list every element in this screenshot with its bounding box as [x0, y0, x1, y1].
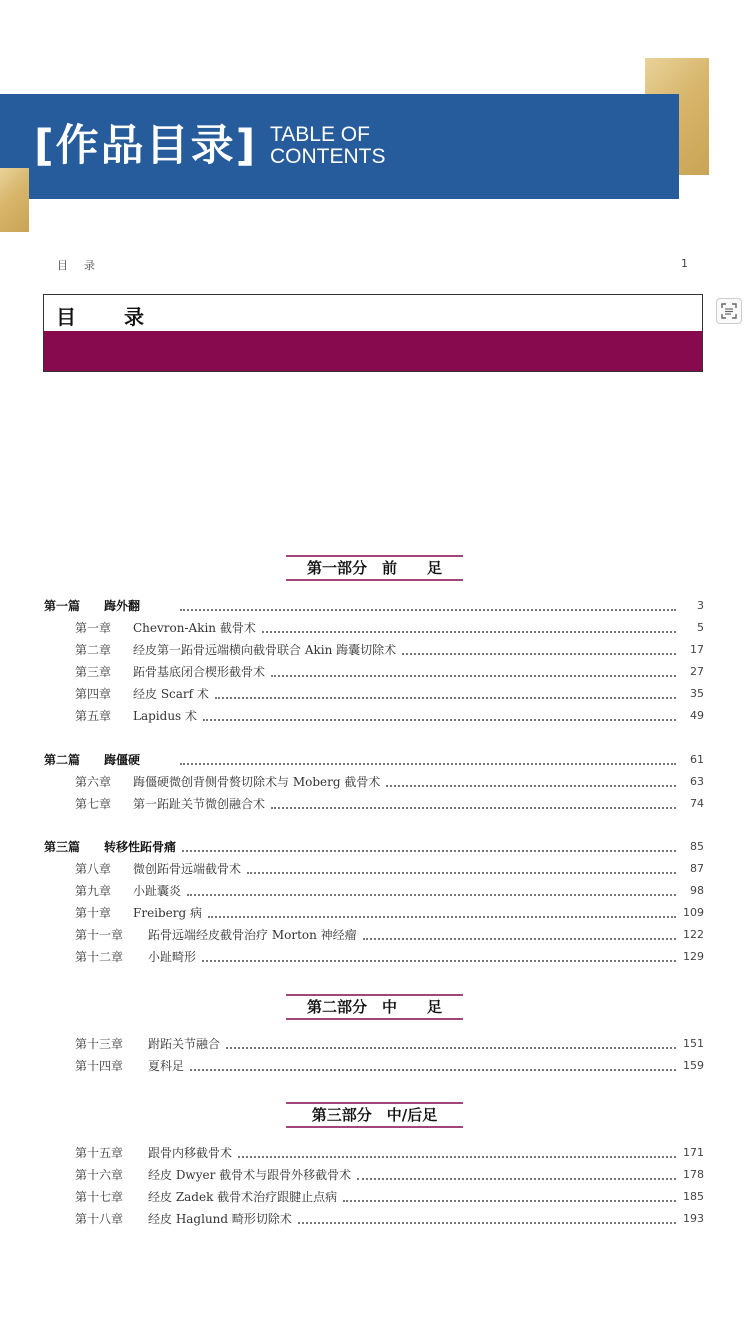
toc-entry-title: 跖骨远端经皮截骨治疗 Morton 神经瘤 — [148, 928, 357, 942]
toc-entry-page: 171 — [683, 1146, 704, 1159]
toc-chapter-entry[interactable] — [0, 794, 704, 814]
toc-chapter-entry[interactable] — [0, 662, 704, 682]
toc-chapter-entry[interactable] — [0, 859, 704, 879]
banner-subtitle — [270, 124, 386, 168]
toc-entry-page: 61 — [690, 753, 704, 766]
toc-entry-number: 第七章 — [75, 797, 112, 811]
toc-chapter-entry[interactable] — [0, 684, 704, 704]
toc-chapter-entry[interactable] — [0, 1143, 704, 1163]
toc-chapter-entry[interactable] — [0, 881, 704, 901]
toc-entry-page: 159 — [683, 1059, 704, 1072]
toc-entry-number: 第二章 — [75, 643, 112, 657]
toc-entry-page: 85 — [690, 840, 704, 853]
toc-entry-title: 经皮第一跖骨远端横向截骨联合 Akin 踇囊切除术 — [133, 643, 397, 657]
toc-entry-title: Freiberg 病 — [133, 906, 203, 920]
toc-entry-page: 178 — [683, 1168, 704, 1181]
toc-entry-number: 第十五章 — [75, 1146, 124, 1160]
toc-leader-dots — [208, 916, 676, 918]
toc-leader-dots — [180, 763, 676, 765]
toc-entry-page: 109 — [683, 906, 704, 919]
toc-entry-title: 踇僵硬 — [104, 753, 141, 767]
toc-entry-number: 第十七章 — [75, 1190, 124, 1204]
toc-entry-page: 63 — [690, 775, 704, 788]
toc-heading-label: 目录 — [56, 305, 192, 329]
toc-entry-page: 98 — [690, 884, 704, 897]
toc-chapter-entry[interactable] — [0, 1187, 704, 1207]
toc-section-entry[interactable] — [0, 596, 704, 616]
toc-leader-dots — [202, 960, 676, 962]
toc-entry-title: 转移性跖骨痛 — [104, 840, 177, 854]
toc-entry-title: 踇僵硬微创背侧骨赘切除术与 Moberg 截骨术 — [133, 775, 381, 789]
toc-chapter-entry[interactable] — [0, 925, 704, 945]
toc-entry-number: 第五章 — [75, 709, 112, 723]
part-heading: 第二部分 中 足 — [286, 994, 463, 1020]
toc-entry-number: 第三章 — [75, 665, 112, 679]
gold-accent-block — [0, 168, 29, 232]
toc-leader-dots — [386, 785, 676, 787]
toc-entry-title: Lapidus 术 — [133, 709, 198, 723]
toc-entry-number: 第四章 — [75, 687, 112, 701]
toc-heading-box — [43, 294, 703, 372]
toc-entry-number: 第六章 — [75, 775, 112, 789]
toc-entry-page: 193 — [683, 1212, 704, 1225]
toc-entry-page: 129 — [683, 950, 704, 963]
toc-leader-dots — [298, 1222, 676, 1224]
toc-heading-bar — [44, 331, 702, 371]
toc-leader-dots — [190, 1069, 676, 1071]
toc-entry-title: 跗跖关节融合 — [148, 1037, 221, 1051]
toc-leader-dots — [262, 631, 676, 633]
toc-entry-title: 经皮 Zadek 截骨术治疗跟腱止点病 — [148, 1190, 338, 1204]
part-heading: 第三部分 中/后足 — [286, 1102, 463, 1128]
toc-leader-dots — [238, 1156, 676, 1158]
toc-entry-title: Chevron-Akin 截骨术 — [133, 621, 256, 635]
toc-leader-dots — [343, 1200, 676, 1202]
toc-leader-dots — [187, 894, 676, 896]
toc-leader-dots — [247, 872, 676, 874]
toc-chapter-entry[interactable] — [0, 1165, 704, 1185]
toc-section-entry[interactable] — [0, 750, 704, 770]
toc-leader-dots — [226, 1047, 676, 1049]
toc-entry-title: 小趾囊炎 — [133, 884, 182, 898]
toc-entry-title: 第一跖趾关节微创融合术 — [133, 797, 266, 811]
toc-chapter-entry[interactable] — [0, 1056, 704, 1076]
toc-entry-title: 经皮 Scarf 术 — [133, 687, 209, 701]
toc-entry-title: 经皮 Dwyer 截骨术与跟骨外移截骨术 — [148, 1168, 352, 1182]
toc-entry-number: 第九章 — [75, 884, 112, 898]
toc-entry-number: 第十三章 — [75, 1037, 124, 1051]
toc-entry-page: 122 — [683, 928, 704, 941]
toc-entry-page: 185 — [683, 1190, 704, 1203]
toc-entry-number: 第三篇 — [44, 840, 81, 854]
toc-entry-number: 第一篇 — [44, 599, 81, 613]
toc-entry-page: 87 — [690, 862, 704, 875]
toc-entry-number: 第十一章 — [75, 928, 124, 942]
toc-chapter-entry[interactable] — [0, 618, 704, 638]
banner-subtitle-line: CONTENTS — [270, 145, 386, 168]
toc-entry-number: 第十四章 — [75, 1059, 124, 1073]
toc-entry-number: 第十六章 — [75, 1168, 124, 1182]
toc-entry-number: 第十章 — [75, 906, 112, 920]
toc-entry-page: 27 — [690, 665, 704, 678]
toc-entry-page: 49 — [690, 709, 704, 722]
toc-leader-dots — [203, 719, 676, 721]
toc-entry-page: 17 — [690, 643, 704, 656]
toc-leader-dots — [215, 697, 676, 699]
toc-leader-dots — [180, 609, 676, 611]
toc-leader-dots — [271, 807, 676, 809]
toc-entry-title: 经皮 Haglund 畸形切除术 — [148, 1212, 292, 1226]
scan-text-icon[interactable] — [716, 298, 742, 324]
toc-chapter-entry[interactable] — [0, 640, 704, 660]
toc-chapter-entry[interactable] — [0, 947, 704, 967]
running-header-page: 1 — [681, 257, 688, 270]
toc-leader-dots — [271, 675, 676, 677]
toc-entry-title: 小趾畸形 — [148, 950, 197, 964]
toc-entry-page: 5 — [697, 621, 704, 634]
toc-entry-number: 第一章 — [75, 621, 112, 635]
toc-leader-dots — [357, 1178, 676, 1180]
toc-entry-page: 3 — [697, 599, 704, 612]
toc-entry-page: 151 — [683, 1037, 704, 1050]
toc-chapter-entry[interactable] — [0, 1034, 704, 1054]
toc-section-entry[interactable] — [0, 837, 704, 857]
toc-entry-title: 微创跖骨远端截骨术 — [133, 862, 242, 876]
toc-leader-dots — [402, 653, 676, 655]
toc-entry-page: 35 — [690, 687, 704, 700]
toc-entry-number: 第十二章 — [75, 950, 124, 964]
banner-title: [作品目录] — [34, 121, 258, 171]
toc-entry-number: 第八章 — [75, 862, 112, 876]
toc-entry-title: 踇外翻 — [104, 599, 141, 613]
toc-entry-title: 夏科足 — [148, 1059, 185, 1073]
toc-entry-page: 74 — [690, 797, 704, 810]
toc-chapter-entry[interactable] — [0, 772, 704, 792]
toc-entry-title: 跟骨内移截骨术 — [148, 1146, 233, 1160]
banner-subtitle-line: TABLE OF — [270, 123, 370, 146]
toc-entry-title: 跖骨基底闭合楔形截骨术 — [133, 665, 266, 679]
part-heading: 第一部分 前 足 — [286, 555, 463, 581]
toc-chapter-entry[interactable] — [0, 706, 704, 726]
toc-entry-number: 第二篇 — [44, 753, 81, 767]
running-header-title: 目录 — [57, 259, 111, 272]
toc-leader-dots — [182, 850, 676, 852]
toc-chapter-entry[interactable] — [0, 1209, 704, 1229]
toc-chapter-entry[interactable] — [0, 903, 704, 923]
toc-entry-number: 第十八章 — [75, 1212, 124, 1226]
toc-leader-dots — [363, 938, 676, 940]
